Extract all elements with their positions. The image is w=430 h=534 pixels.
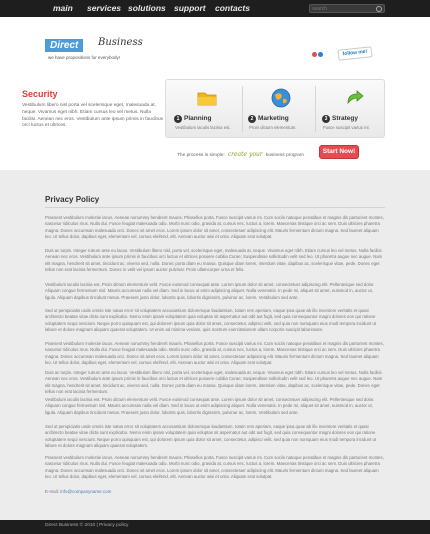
nav-item-contacts[interactable]: contacts	[215, 3, 250, 13]
nav-item-support[interactable]: support	[174, 3, 206, 13]
security-text: Vestibulum libero nisl porta vel scelerisque eget, malesuada at, neque. Vivamus eget nibh. Etiam cursus leo vel metus. Nulla facilisi. Aenean nec eros. Vestibulum ante ipsum primis in faucibus orci luctus et ultrices.	[22, 103, 164, 129]
logo-box[interactable]: Direct	[45, 39, 83, 52]
paragraph: Vestibulum iaculis lacinia est. Proin dictum elementum velit. Fusce euismod consequat ante. Lorem ipsum dolor sit amet, consectetuer adipiscing elit. Pellentesque sed dolor. Aliquam congue fermentum nisl. Mauris accumsan nulla vel diam. Sed in lacus ut enim adipiscing aliquet. Nulla venenatis. In pede mi, aliquet sit amet, euismod in, auctor ut, ligula. Aliquam dapibus tincidunt metus. Praesent justo dolor, lobortis quis, lobortis dignissim, pulvinar ac, lorem. Vestibulum sed ante.	[45, 282, 375, 300]
process-before: The process is simple:	[177, 153, 225, 158]
paragraph: Praesent vestibulum molestie lacus. Aenean nonummy hendrerit mauris. Phasellus porta. Fusce suscipit varius mi. Cum sociis natoque penatibus et magnis dis parturient montes, nascetur ridiculus mus. Nulla dui. Fusce feugiat malesuada odio. Morbi nunc odio, gravida at, cursus nec, luctus a, lorem. Maecenas tristique orci ac sem. Duis ultricies pharetra magna. Donec accumsan malesuada orci. Donec sit amet eros. Lorem ipsum dolor sit amet, consectetuer adipiscing elit. Mauris fermentum dictum magna. Sed laoreet aliquam leo. Ut tellus dolor, dapibus eget, elementum vel, cursus eleifend, elit. Aenean auctor wisi et urna. Aliquam erat volutpat.	[45, 341, 384, 366]
search-input[interactable]	[312, 5, 372, 12]
globe-icon	[270, 87, 292, 109]
step-label: Strategy	[332, 115, 359, 122]
paragraph: Sed ut perspiciatis unde omnis iste natus error sit voluptatem accusantium doloremque laudantium, totam rem aperiam, eaque ipsa quae ab illo inventore veritatis et quasi architecto beatae vitae dicta sunt explicabo. Nemo enim ipsam voluptatem quia voluptas sit aspernatur aut odit aut fugit, sed quia consequuntur magni dolores eos qui ratione voluptatem sequi nesciunt. Neque porro quisquam est, qui dolorem ipsum quia dolor sit amet, consectetur, adipisci velit, sed quia non numquam eius modi tempora incidunt ut labore et dolore magnam aliquam quaerat voluptatem.	[45, 424, 377, 449]
follow-me-badge[interactable]: follow me!	[338, 46, 373, 60]
process-highlight: create your	[227, 151, 263, 158]
logo-script[interactable]: Business	[98, 37, 143, 48]
nav-item-solutions[interactable]: solutions	[128, 3, 166, 13]
step-planning[interactable]	[170, 83, 242, 135]
email-label: E-mail:	[45, 489, 60, 494]
logo-tagline: we have propositions for everybody!	[48, 55, 121, 60]
divider	[315, 86, 316, 132]
email-link[interactable]: info@companyname.com	[60, 489, 112, 494]
step-label: Marketing	[258, 115, 289, 122]
step-marketing[interactable]	[244, 83, 316, 135]
step-subtext: Vestibulum iaculis lacinia est.	[175, 125, 231, 130]
top-nav-bar	[0, 0, 430, 17]
flickr-blue-dot-icon[interactable]	[318, 52, 323, 57]
header	[0, 17, 430, 170]
paragraph: Sed ut perspiciatis unde omnis iste natus error sit voluptatem accusantium doloremque laudantium, totam rem aperiam, eaque ipsa quae ab illo inventore veritatis et quasi architecto beatae vitae dicta sunt explicabo. Nemo enim ipsam voluptatem quia voluptas sit aspernatur aut odit aut fugit, sed quia consequuntur magni dolores eos qui ratione voluptatem sequi nesciunt. Neque porro quisquam est, qui dolorem ipsum quia dolor sit amet, consectetur, adipisci velit, sed quia non numquam eius modi tempora incidunt ut labore et dolore magnam aliquam quaerat voluptatem. Ut enim ad minima veniam, quis nostrum exercitationem ullam corporis suscipit laboriosam.	[45, 308, 377, 333]
paragraph: Praesent vestibulum molestie lacus. Aenean nonummy hendrerit mauris. Phasellus porta. Fusce suscipit varius mi. Cum sociis natoque penatibus et magnis dis parturient montes, nascetur ridiculus mus. Nulla dui. Fusce feugiat malesuada odio. Morbi nunc odio, gravida at, cursus nec, luctus a, lorem. Maecenas tristique orci ac sem. Duis ultricies pharetra magna. Donec accumsan malesuada orci. Donec sit amet eros. Lorem ipsum dolor sit amet, consectetuer adipiscing elit. Mauris fermentum dictum magna. Sed laoreet aliquam leo. Ut tellus dolor, dapibus eget, elementum vel, cursus eleifend, elit. Aenean auctor wisi et urna. Aliquam erat volutpat.	[45, 215, 384, 240]
title-divider	[45, 207, 385, 208]
flickr-pink-dot-icon[interactable]	[312, 52, 317, 57]
paragraph: Praesent vestibulum molestie lacus. Aenean nonummy hendrerit mauris. Phasellus porta. Fusce suscipit varius mi. Cum sociis natoque penatibus et magnis dis parturient montes, nascetur ridiculus mus. Nulla dui. Fusce feugiat malesuada odio. Morbi nunc odio, gravida at, cursus nec, luctus a, lorem. Maecenas tristique orci ac sem. Duis ultricies pharetra magna. Donec accumsan malesuada orci. Donec sit amet eros. Lorem ipsum dolor sit amet, consectetuer adipiscing elit. Mauris fermentum dictum magna. Sed laoreet aliquam leo. Ut tellus dolor, dapibus eget, elementum vel, cursus eleifend, elit. Aenean auctor wisi et urna. Aliquam erat volutpat.	[45, 455, 384, 480]
paragraph: Duis ac turpis. Integer rutrum ante eu lacus. Vestibulum libero nisl, porta vel, scelerisque eget, malesuada at, neque. Vivamus eget nibh. Etiam cursus leo vel metus. Nulla facilisi. Aenean nec eros. Vestibulum ante ipsum primis in faucibus orci luctus et ultrices posuere cubilia Curae; Suspendisse sollicitudin velit sed leo. Ut pharetra augue nec augue. Nam elit magna, hendrerit sit amet, tincidunt ac, viverra sed, nulla. Donec porta diam eu massa. Quisque diam lorem, interdum vitae, dapibus ac, scelerisque vitae, pede. Donec eget tellus non erat lacinia fermentum.	[45, 370, 383, 395]
curved-arrow-icon	[344, 87, 366, 109]
steps-panel	[165, 79, 385, 138]
step-subtext: Fusce suscipit varius mi.	[323, 125, 370, 130]
process-text	[177, 151, 304, 158]
security-title: Security	[22, 89, 58, 99]
step-number: 1	[174, 115, 182, 123]
start-now-button[interactable]: Start Now!	[319, 145, 359, 159]
process-after: business program	[265, 153, 304, 158]
paragraph: Vestibulum iaculis lacinia est. Proin dictum elementum velit. Fusce euismod consequat ante. Lorem ipsum dolor sit amet, consectetuer adipiscing elit. Pellentesque sed dolor. Aliquam congue fermentum nisl. Mauris accumsan nulla vel diam. Sed in lacus ut enim adipiscing aliquet. Nulla venenatis. In pede mi, aliquet sit amet, euismod in, auctor ut, ligula. Aliquam dapibus tincidunt metus. Praesent justo dolor, lobortis quis, lobortis dignissim, pulvinar ac, lorem. Vestibulum sed ante.	[45, 397, 375, 415]
step-number: 2	[248, 115, 256, 123]
email-line	[45, 489, 111, 494]
divider	[242, 86, 243, 132]
footer-text: Direct Business © 2010 | Privacy policy	[45, 523, 129, 528]
step-subtext: Proin dictum elementum.	[249, 125, 297, 130]
step-strategy[interactable]	[318, 83, 390, 135]
page-title: Privacy Policy	[45, 195, 100, 204]
footer	[0, 520, 430, 534]
step-number: 3	[322, 115, 330, 123]
nav-item-services[interactable]: services	[87, 3, 122, 13]
nav-item-main[interactable]: main	[53, 3, 73, 13]
step-label: Planning	[184, 115, 212, 122]
search-icon[interactable]	[376, 6, 382, 12]
search-box	[309, 4, 385, 13]
folder-icon	[196, 87, 218, 109]
paragraph: Duis ac turpis. Integer rutrum ante eu lacus. Vestibulum libero nisl, porta vel, scelerisque eget, malesuada at, neque. Vivamus eget nibh. Etiam cursus leo vel metus. Nulla facilisi. Aenean nec eros. Vestibulum ante ipsum primis in faucibus orci luctus et ultrices posuere cubilia Curae; Suspendisse sollicitudin velit sed leo. Ut pharetra augue nec augue. Nam elit magna, hendrerit sit amet, tincidunt ac, viverra sed, nulla. Donec porta diam eu massa. Quisque diam lorem, interdum vitae, dapibus ac, scelerisque vitae, pede. Donec eget tellus non erat lacinia fermentum. Donec in velit vel ipsum auctor pulvinar. Proin ullamcorper urna et felis.	[45, 248, 383, 273]
